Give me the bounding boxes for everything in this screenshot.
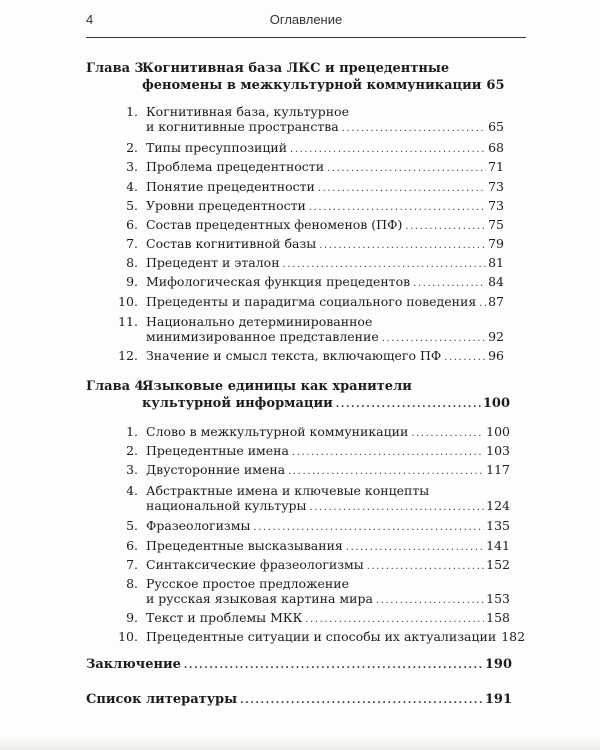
item-number: 10. [118, 294, 138, 309]
leader-dots [184, 657, 483, 674]
chapter-title-line: феномены в межкультурной коммуникации [142, 78, 482, 93]
leader-dots [292, 445, 484, 460]
item-page: 124 [486, 498, 510, 513]
chapter-page: 65 [486, 78, 505, 93]
item-page: 153 [486, 591, 510, 606]
leader-dots [283, 257, 487, 272]
toc-item[interactable] [116, 610, 510, 627]
item-number: 8. [126, 255, 138, 270]
item-text: Уровни прецедентности [146, 198, 306, 213]
item-text: Слово в межкультурной коммуникации [146, 424, 409, 439]
item-page: 182 [501, 629, 526, 644]
page-number: 4 [86, 12, 94, 27]
item-text: Фразеологизмы [146, 518, 251, 533]
toc-item[interactable] [116, 179, 504, 196]
item-text: минимизированное представление [146, 329, 379, 344]
item-number: 3. [126, 462, 138, 477]
item-number: 6. [126, 217, 138, 232]
toc-item[interactable] [116, 348, 504, 365]
leader-dots [382, 331, 486, 346]
toc-item[interactable] [116, 538, 510, 555]
item-page: 71 [488, 159, 504, 174]
toc-item[interactable] [116, 518, 510, 535]
toc-item[interactable] [116, 576, 510, 608]
leader-dots [336, 396, 481, 413]
item-text: Состав прецедентных феноменов (ПФ) [146, 217, 403, 232]
item-page: 158 [486, 610, 510, 625]
item-page: 81 [488, 255, 504, 270]
conclusion-page: 190 [484, 657, 512, 672]
item-text: Национально детерминированное [146, 314, 373, 329]
toc-item[interactable] [116, 274, 504, 291]
item-text: Значение и смысл текста, включающего ПФ [146, 348, 442, 363]
item-text: Когнитивная база, культурное [146, 104, 349, 119]
item-page: 73 [488, 198, 504, 213]
item-page: 100 [486, 424, 510, 439]
item-number: 7. [126, 236, 138, 251]
item-text: национальной культуры [146, 498, 307, 513]
leader-dots [342, 121, 486, 136]
toc-item[interactable] [116, 629, 526, 646]
toc-item[interactable] [116, 159, 504, 176]
item-text: Прецедентные высказывания [146, 538, 343, 553]
item-page: 84 [488, 274, 504, 289]
item-text: Прецедентные ситуации и способы их актуализации [146, 629, 497, 644]
item-text: Прецеденты и парадигма социального поведения [146, 294, 477, 309]
header-rule [86, 37, 526, 38]
item-number: 4. [126, 179, 138, 194]
item-page: 152 [486, 557, 510, 572]
leader-dots [288, 464, 484, 479]
item-page: 73 [488, 179, 504, 194]
chapter-title-line: Когнитивная база ЛКС и прецедентные [142, 61, 450, 76]
item-text: Понятие прецедентности [146, 179, 315, 194]
item-text: Двусторонние имена [146, 462, 286, 477]
item-number: 5. [126, 518, 138, 533]
item-text: Прецедент и эталон [146, 255, 280, 270]
item-number: 1. [126, 424, 138, 439]
leader-dots [376, 593, 484, 608]
item-text: Типы пресуппозиций [146, 140, 288, 155]
leader-dots [309, 200, 486, 215]
item-text: Русское простое предложение [146, 576, 349, 591]
toc-item[interactable] [116, 314, 504, 346]
leader-dots [405, 219, 486, 234]
item-number: 6. [126, 538, 138, 553]
toc-item[interactable] [116, 424, 510, 441]
item-page: 96 [488, 348, 504, 363]
item-page: 75 [488, 217, 504, 232]
item-number: 9. [126, 610, 138, 625]
running-header [86, 12, 526, 32]
item-number: 3. [126, 159, 138, 174]
toc-chapter-3[interactable] [86, 60, 504, 96]
item-page: 68 [488, 140, 504, 155]
item-number: 11. [118, 314, 138, 329]
leader-dots [479, 296, 486, 311]
item-page: 103 [486, 443, 510, 458]
toc-item[interactable] [116, 140, 504, 157]
item-page: 92 [488, 329, 504, 344]
item-page: 135 [486, 518, 510, 533]
toc-item[interactable] [116, 217, 504, 234]
item-text: Мифологическая функция прецедентов [146, 274, 411, 289]
item-number: 1. [126, 104, 138, 119]
chapter-title-line: Языковые единицы как хранители [142, 379, 412, 394]
item-page: 141 [486, 538, 510, 553]
item-number: 10. [118, 629, 138, 644]
item-text: Синтаксические фразеологизмы [146, 557, 364, 572]
leader-dots [253, 520, 484, 535]
leader-dots [327, 161, 486, 176]
leader-dots [367, 559, 484, 574]
item-number: 7. [126, 557, 138, 572]
page-edge-shadow [0, 736, 600, 750]
item-number: 9. [126, 274, 138, 289]
item-text: и русская языковая картина мира [146, 591, 373, 606]
item-text: Текст и проблемы МКК [146, 610, 303, 625]
toc-item[interactable] [116, 255, 504, 272]
item-number: 8. [126, 576, 138, 591]
toc-item[interactable] [116, 483, 510, 515]
item-page: 117 [486, 462, 510, 477]
toc-item[interactable] [116, 104, 504, 136]
leader-dots [413, 276, 486, 291]
item-page: 65 [488, 119, 504, 134]
toc-item[interactable] [116, 236, 504, 253]
item-number: 2. [126, 140, 138, 155]
chapter-label: Глава 4. [86, 379, 149, 394]
toc-item[interactable] [116, 198, 504, 215]
item-number: 2. [126, 443, 138, 458]
item-text: и когнитивные пространства [146, 119, 339, 134]
item-text: Абстрактные имена и ключевые концепты [146, 483, 430, 498]
chapter-title-line: культурной информации [142, 396, 333, 411]
item-number: 5. [126, 198, 138, 213]
item-text: Состав когнитивной базы [146, 236, 317, 251]
leader-dots [240, 692, 483, 709]
toc-item[interactable] [116, 443, 510, 460]
item-text: Прецедентные имена [146, 443, 289, 458]
leader-dots [290, 142, 486, 157]
leader-dots [318, 181, 486, 196]
bibliography-title: Список литературы [86, 692, 238, 707]
leader-dots [310, 500, 485, 515]
leader-dots [305, 612, 484, 627]
leader-dots [319, 238, 486, 253]
chapter-page: 100 [482, 396, 510, 411]
toc-item[interactable] [116, 557, 510, 574]
item-page: 79 [488, 236, 504, 251]
item-number: 4. [126, 483, 138, 498]
toc-conclusion[interactable] [86, 656, 512, 674]
item-page: 87 [488, 294, 504, 309]
item-text: Проблема прецедентности [146, 159, 325, 174]
running-title: Оглавление [269, 12, 343, 27]
conclusion-title: Заключение [86, 657, 181, 672]
toc-chapter-4[interactable] [86, 378, 510, 414]
item-number: 12. [118, 348, 138, 363]
bibliography-page: 191 [484, 692, 512, 707]
leader-dots [444, 350, 486, 365]
toc-bibliography[interactable] [86, 691, 512, 709]
toc-item[interactable] [116, 462, 510, 479]
leader-dots [346, 540, 484, 555]
leader-dots [411, 426, 484, 441]
toc-item[interactable] [116, 294, 504, 311]
chapter-label: Глава 3. [86, 61, 149, 76]
